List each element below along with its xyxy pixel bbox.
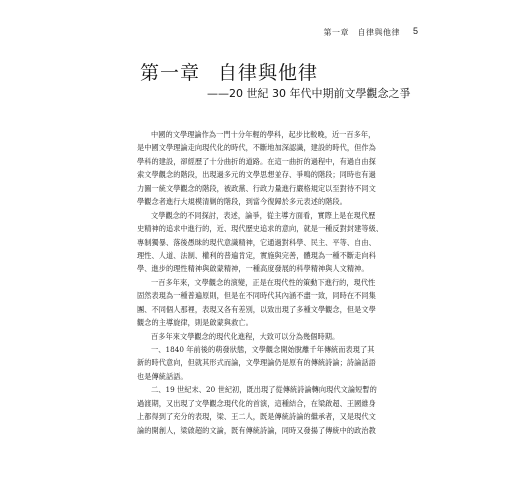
paragraph: [137, 383, 385, 437]
text-line: 中國的文學理論作為一門十分年輕的學科，起步比較晚，近一百多年，: [151, 130, 376, 139]
text-line: 專制獨暴、落後愚昧的現代意識精神，它通過對科學、民主、平等、自由、: [137, 237, 376, 247]
paragraph: [137, 330, 385, 343]
text-line: 新的時代意向，但就其形式而論，文學理論仍是原有的傳統詩論；詩論話語: [137, 358, 376, 368]
running-header: 第一章 自律與他律: [323, 28, 400, 37]
text-line: 學、進步的理性精神與啟蒙精神，一種高度發展的科學精神與人文精神。: [137, 264, 369, 274]
paragraph: [137, 209, 385, 276]
text-line: 是中國文學理論走向現代化的時代，不斷地加深認識，建設的時代，但作為: [137, 143, 376, 153]
text-line: 論的開創人，梁啟超的文論，既有傳統詩論，同時又發揚了傳統中的政治教: [137, 425, 376, 435]
text-line: 學觀念者進行大規模清剿的階段，到當今復歸於多元表述的階段。: [137, 197, 347, 207]
text-line: 學科的建設，卻經歷了十分曲折的道路。在這一曲折的過程中，有過自由探: [137, 156, 376, 166]
text-line: 二、19 世紀末、20 世紀初，既出現了從傳統詩論轉向現代文論短暫的: [151, 385, 377, 395]
body-text: [137, 128, 385, 437]
text-line: 百多年來文學觀念的現代化進程，大致可以分為幾個時期。: [151, 331, 340, 341]
text-line: 理性、人道、法制、權利的普遍肯定，實施與完善，體現為一種不斷走向科: [137, 250, 376, 260]
text-line: 也是傳統話語。: [137, 371, 188, 381]
text-line: 史精神的追求中進行的，近、現代歷史追求的意向，就是一種反對封建等級、: [137, 224, 384, 234]
text-line: 團、不同個人那裡，表現又各有差別，以致出現了多種文學觀念，但是文學: [137, 304, 376, 314]
text-line: 力圖一統文學觀念的階段，被政黨、行政力量進行嚴格規定以至對待不同文: [137, 183, 376, 193]
text-line: 一百多年來，文學觀念的演變，正是在現代性的策動下進行的，現代性: [151, 277, 376, 287]
text-line: 索文學觀念的階段，出現過多元的文學思想並存、爭鳴的階段；同時也有過: [137, 170, 376, 180]
text-line: 固然表現為一種普遍原則，但是在不同時代其內涵不盡一致，同時在不同集: [137, 291, 376, 301]
paragraph: [137, 343, 385, 383]
chapter-number: 第一章: [140, 62, 201, 84]
chapter-title: [140, 58, 318, 85]
paragraph: [137, 128, 385, 209]
text-line: 過渡期，又出現了文學觀念現代化的首演，這種結合，在梁啟超、王國維身: [137, 398, 376, 408]
chapter-name: 自律與他律: [218, 62, 319, 84]
text-line: 一、1840 年前後的萌發狀態，文學觀念開始脫離千年傳統而表現了其: [151, 345, 375, 354]
page-number: 5: [413, 26, 419, 36]
chapter-subtitle: ——20 世紀 30 年代中期前文學觀念之爭: [207, 87, 411, 100]
paragraph: [137, 276, 385, 330]
text-line: 文學觀念的不同探討，表述，論爭，從主導方面看，實際上是在現代歷: [151, 210, 376, 220]
text-line: 上都得到了充分的表現，梁、王二人，既是傳統詩論的繼承者，又是現代文: [137, 412, 376, 422]
text-line: 觀念的主導旋律，則是啟蒙與救亡。: [137, 318, 253, 328]
